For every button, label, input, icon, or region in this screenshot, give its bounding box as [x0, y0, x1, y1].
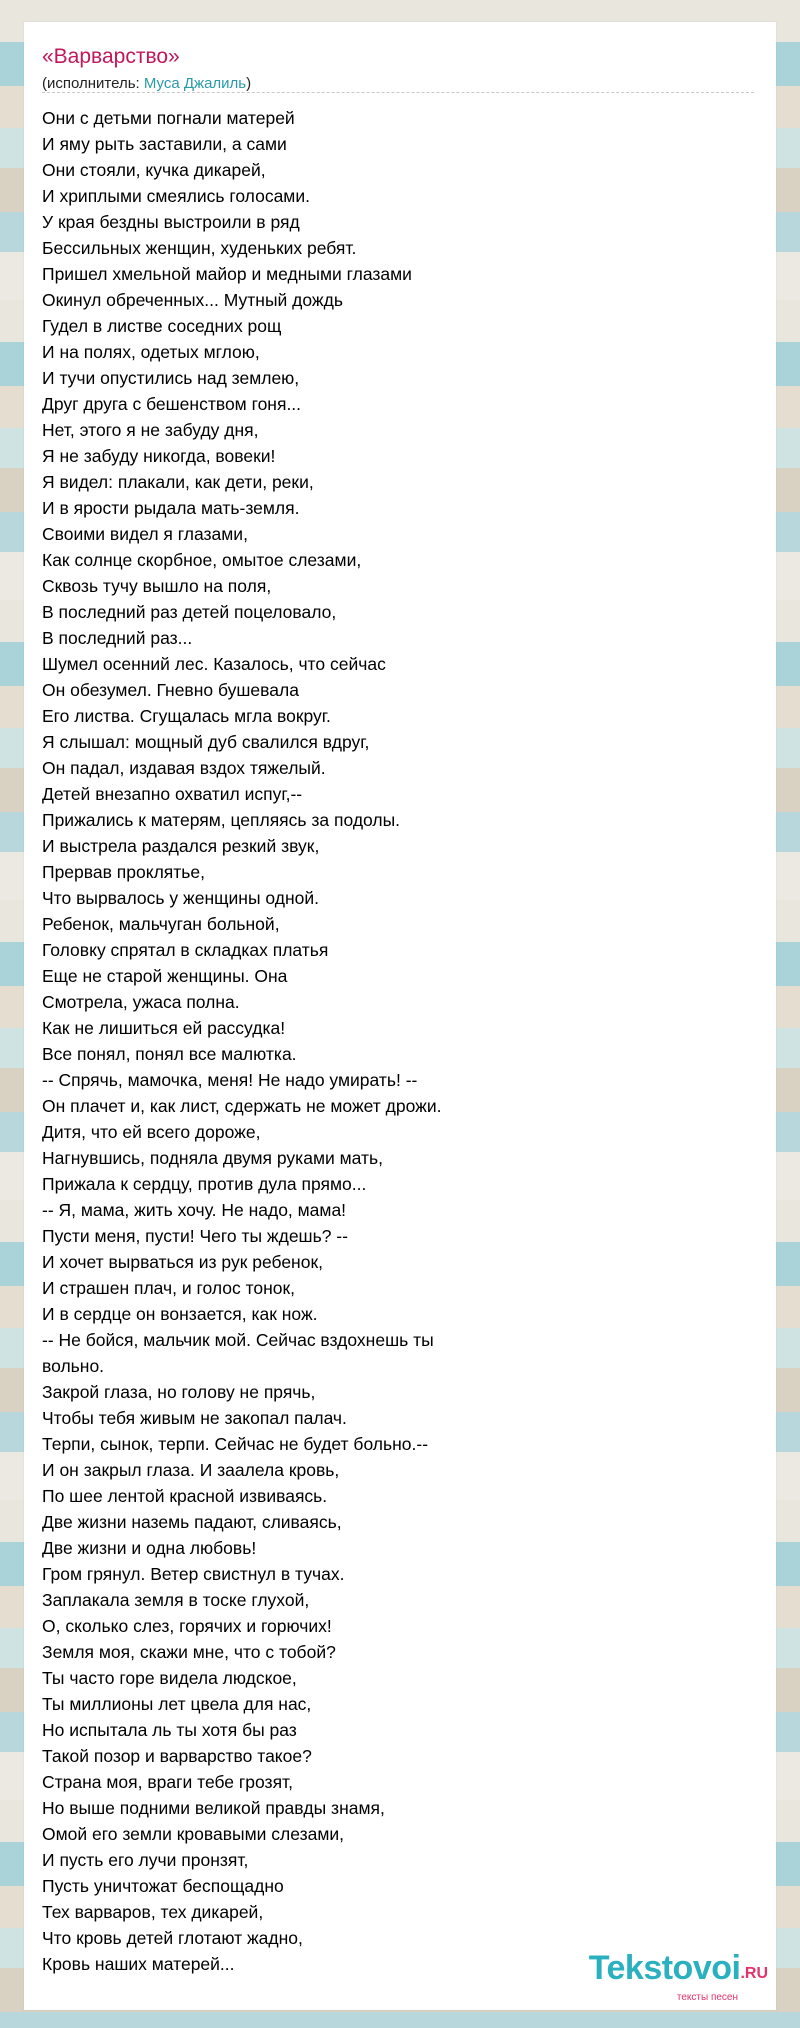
- lyric-line: Как не лишиться ей рассудка!: [42, 1018, 286, 1038]
- lyric-line: В последний раз детей поцеловало,: [42, 602, 337, 622]
- lyric-line: Ты миллионы лет цвела для нас,: [42, 1694, 312, 1714]
- lyric-line: Но выше подними великой правды знамя,: [42, 1798, 385, 1818]
- lyric-line: Что вырвалось у женщины одной.: [42, 888, 319, 908]
- lyric-line: Он плачет и, как лист, сдержать не может дрожи.: [42, 1096, 442, 1116]
- lyric-line: Чтобы тебя живым не закопал палач.: [42, 1408, 347, 1428]
- lyric-line: Пусть уничтожат беспощадно: [42, 1876, 284, 1896]
- logo-tld: .RU: [740, 1965, 768, 1982]
- lyric-line: Они с детьми погнали матерей: [42, 108, 295, 128]
- lyric-line: И яму рыть заставили, а сами: [42, 134, 287, 154]
- lyric-line: Две жизни наземь падают, сливаясь,: [42, 1512, 342, 1532]
- lyric-line: Детей внезапно охватил испуг,--: [42, 784, 303, 804]
- lyric-line: Они стояли, кучка дикарей,: [42, 160, 266, 180]
- lyric-line: В последний раз...: [42, 628, 193, 648]
- performer-prefix: (исполнитель:: [42, 75, 144, 92]
- lyric-line: Прижала к сердцу, против дула прямо...: [42, 1174, 367, 1194]
- lyric-line: -- Не бойся, мальчик мой. Сейчас вздохнешь ты: [42, 1330, 434, 1350]
- lyric-line: Прижались к матерям, цепляясь за подолы.: [42, 810, 401, 830]
- lyric-line: И выстрела раздался резкий звук,: [42, 836, 320, 856]
- lyric-line: Смотрела, ужаса полна.: [42, 992, 240, 1012]
- lyric-line: Он падал, издавая вздох тяжелый.: [42, 758, 326, 778]
- lyric-line: Страна моя, враги тебе грозят,: [42, 1772, 293, 1792]
- lyric-line: Две жизни и одна любовь!: [42, 1538, 257, 1558]
- lyric-line: И хочет вырваться из рук ребенок,: [42, 1252, 323, 1272]
- logo-tagline: тексты песен: [676, 1992, 738, 2003]
- lyric-line: Шумел осенний лес. Казалось, что сейчас: [42, 654, 386, 674]
- lyric-line: И пусть его лучи пронзят,: [42, 1850, 249, 1870]
- lyric-line: И на полях, одетых мглою,: [42, 342, 260, 362]
- lyric-line: -- Спрячь, мамочка, меня! Не надо умирать! --: [42, 1070, 418, 1090]
- lyric-line: Как солнце скорбное, омытое слезами,: [42, 550, 362, 570]
- lyric-line: По шее лентой красной извиваясь.: [42, 1486, 328, 1506]
- lyric-line: Его листва. Сгущалась мгла вокруг.: [42, 706, 331, 726]
- lyric-line: вольно.: [42, 1356, 105, 1376]
- site-logo[interactable]: [589, 1950, 768, 2004]
- lyric-line: И тучи опустились над землею,: [42, 368, 300, 388]
- lyric-line: Ты часто горе видела людское,: [42, 1668, 297, 1688]
- logo-main-text: Tekstovoi: [588, 1949, 741, 1987]
- lyric-line: Пришел хмельной майор и медными глазами: [42, 264, 412, 284]
- lyric-line: И в ярости рыдала мать-земля.: [42, 498, 300, 518]
- lyric-line: Я видел: плакали, как дети, реки,: [42, 472, 314, 492]
- lyric-line: И хриплыми смеялись голосами.: [42, 186, 310, 206]
- performer-link[interactable]: Муса Джалиль: [143, 75, 247, 92]
- song-title: «Варварство»: [42, 45, 180, 68]
- lyric-line: Друг друга с бешенством гоня...: [42, 394, 302, 414]
- lyric-line: Заплакала земля в тоске глухой,: [42, 1590, 310, 1610]
- lyric-line: Омой его земли кровавыми слезами,: [42, 1824, 345, 1844]
- title-divider: [42, 92, 754, 93]
- lyric-line: Бессильных женщин, худеньких ребят.: [42, 238, 357, 258]
- lyric-line: Головку спрятал в складках платья: [42, 940, 329, 960]
- lyric-line: Закрой глаза, но голову не прячь,: [42, 1382, 316, 1402]
- logo-wordmark: [589, 1950, 768, 1992]
- lyric-line: Своими видел я глазами,: [42, 524, 248, 544]
- lyric-line: Что кровь детей глотают жадно,: [42, 1928, 303, 1948]
- lyric-line: Я слышал: мощный дуб свалился вдруг,: [42, 732, 370, 752]
- lyric-line: Все понял, понял все малютка.: [42, 1044, 297, 1064]
- lyric-line: Дитя, что ей всего дороже,: [42, 1122, 261, 1142]
- lyric-line: Нет, этого я не забуду дня,: [42, 420, 259, 440]
- lyrics-card: [24, 22, 776, 2010]
- lyric-line: Еще не старой женщины. Она: [42, 966, 288, 986]
- lyric-line: И страшен плач, и голос тонок,: [42, 1278, 296, 1298]
- lyric-line: О, сколько слез, горячих и горючих!: [42, 1616, 332, 1636]
- lyric-line: У края бездны выстроили в ряд: [42, 212, 300, 232]
- lyric-line: Сквозь тучу вышло на поля,: [42, 576, 272, 596]
- lyric-line: Гром грянул. Ветер свистнул в тучах.: [42, 1564, 345, 1584]
- lyric-line: Тех варваров, тех дикарей,: [42, 1902, 264, 1922]
- lyric-line: Ребенок, мальчуган больной,: [42, 914, 280, 934]
- lyric-line: Земля моя, скажи мне, что с тобой?: [42, 1642, 336, 1662]
- performer-line: [42, 74, 251, 94]
- lyric-line: И он закрыл глаза. И заалела кровь,: [42, 1460, 340, 1480]
- lyric-line: -- Я, мама, жить хочу. Не надо, мама!: [42, 1200, 347, 1220]
- lyric-line: Нагнувшись, подняла двумя руками мать,: [42, 1148, 384, 1168]
- lyric-line: Он обезумел. Гневно бушевала: [42, 680, 299, 700]
- lyric-line: Но испытала ль ты хотя бы раз: [42, 1720, 297, 1740]
- lyric-line: Окинул обреченных... Мутный дождь: [42, 290, 343, 310]
- lyric-line: Кровь наших матерей...: [42, 1954, 235, 1974]
- lyric-line: Такой позор и варварство такое?: [42, 1746, 312, 1766]
- lyric-line: Прервав проклятье,: [42, 862, 205, 882]
- lyric-line: И в сердце он вонзается, как нож.: [42, 1304, 318, 1324]
- lyric-line: Я не забуду никогда, вовеки!: [42, 446, 276, 466]
- lyric-line: Гудел в листве соседних рощ: [42, 316, 282, 336]
- lyric-line: Терпи, сынок, терпи. Сейчас не будет больно.--: [42, 1434, 429, 1454]
- lyric-line: Пусти меня, пусти! Чего ты ждешь? --: [42, 1226, 348, 1246]
- performer-suffix: ): [246, 75, 252, 92]
- lyrics-text: [42, 105, 762, 1977]
